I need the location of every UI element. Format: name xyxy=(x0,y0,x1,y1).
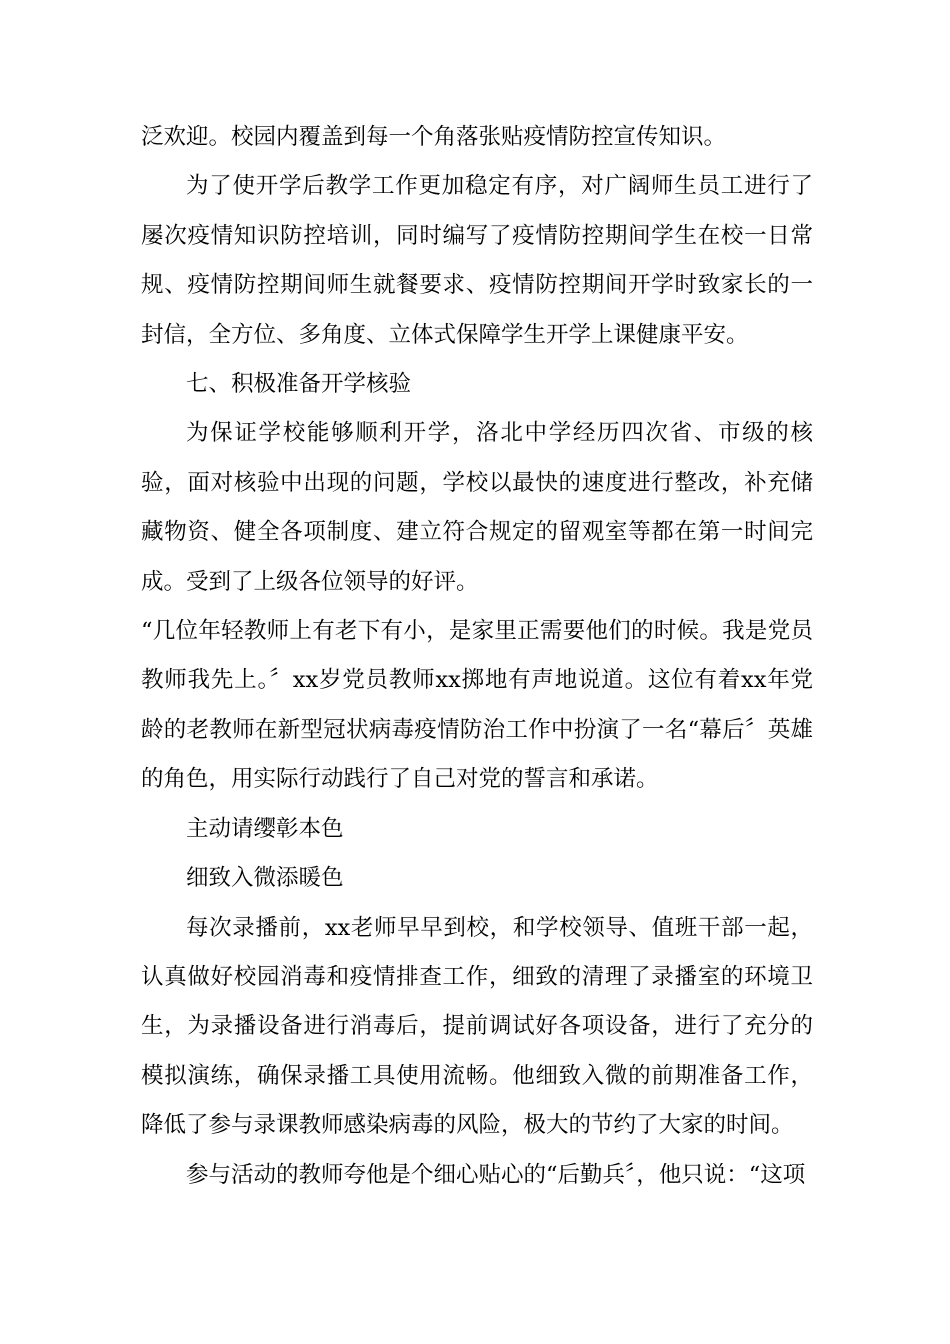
paragraph-praise: 参与活动的教师夸他是个细心贴心的“后勤兵〞，他只说：“这项 xyxy=(186,1161,806,1188)
paragraph-recording: 每次录播前，xx老师早早到校，和学校领导、值班干部一起，认真做好校园消毒和疫情排查工作，细致的清理了录播室的环境卫生，为录播设备进行消毒后，提前调试好各项设备，进行了充分的模拟演练，确保录播工具使用流畅。他细致入微的前期准备工作，降低了参与录课教师感染病毒的风险，极大的节约了大家的时间。 xyxy=(141,914,813,1139)
subheading-volunteer: 主动请缨彰本色 xyxy=(186,815,344,842)
paragraph-inspection: 为保证学校能够顺利开学，洛北中学经历四次省、市级的核验，面对核验中出现的问题，学校以最快的速度进行整改，补充储藏物资、健全各项制度、建立符合规定的留观室等都在第一时间完成。受到了上级各位领导的好评。 xyxy=(141,420,813,595)
subheading-detail: 细致入微添暖色 xyxy=(186,865,344,892)
section-heading: 七、积极准备开学核验 xyxy=(186,371,412,398)
paragraph-continuation: 泛欢迎。校园内覆盖到每一个角落张贴疫情防控宣传知识。 xyxy=(141,124,727,150)
paragraph-training: 为了使开学后教学工作更加稳定有序，对广阔师生员工进行了屡次疫情知识防控培训，同时编写了疫情防控期间学生在校一日常规、疫情防控期间师生就餐要求、疫情防控期间开学时致家长的一封信，全方位、多角度、立体式保障学生开学上课健康平安。 xyxy=(141,173,813,348)
paragraph-quote: “几位年轻教师上有老下有小，是家里正需要他们的时候。我是党员教师我先上。〞xx岁党员教师xx掷地有声地说道。这位有着xx年党龄的老教师在新型冠状病毒疫情防治工作中扮演了一名“幕后〞英雄的角色，用实际行动践行了自己对党的誓言和承诺。 xyxy=(141,618,813,793)
document-body xyxy=(141,113,813,1200)
